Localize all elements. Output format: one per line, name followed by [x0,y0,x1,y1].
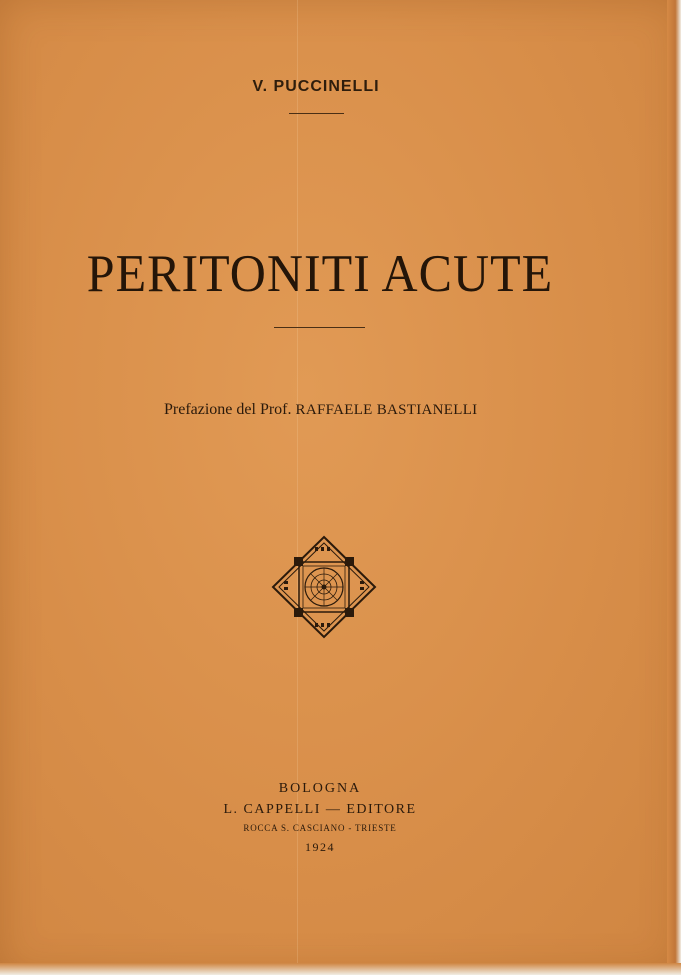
publication-year: 1924 [305,840,335,854]
preface-author: RAFFAELE BASTIANELLI [295,402,478,418]
author-name: V. PUCCINELLI [252,78,380,95]
book-title: PERITONITI ACUTE [86,243,554,303]
cover-right-edge [667,0,681,975]
author-divider [289,113,344,114]
preface-prefix: Prefazione del Prof. [164,401,292,418]
publisher-city: BOLOGNA [278,781,362,796]
cover-bottom-edge [0,963,681,975]
publisher-locations: ROCCA S. CASCIANO - TRIESTE [243,823,397,833]
title-divider [274,327,365,328]
publisher-emblem-icon [271,535,377,639]
preface-line [164,401,584,419]
publisher-name: L. CAPPELLI — EDITORE [223,802,417,817]
